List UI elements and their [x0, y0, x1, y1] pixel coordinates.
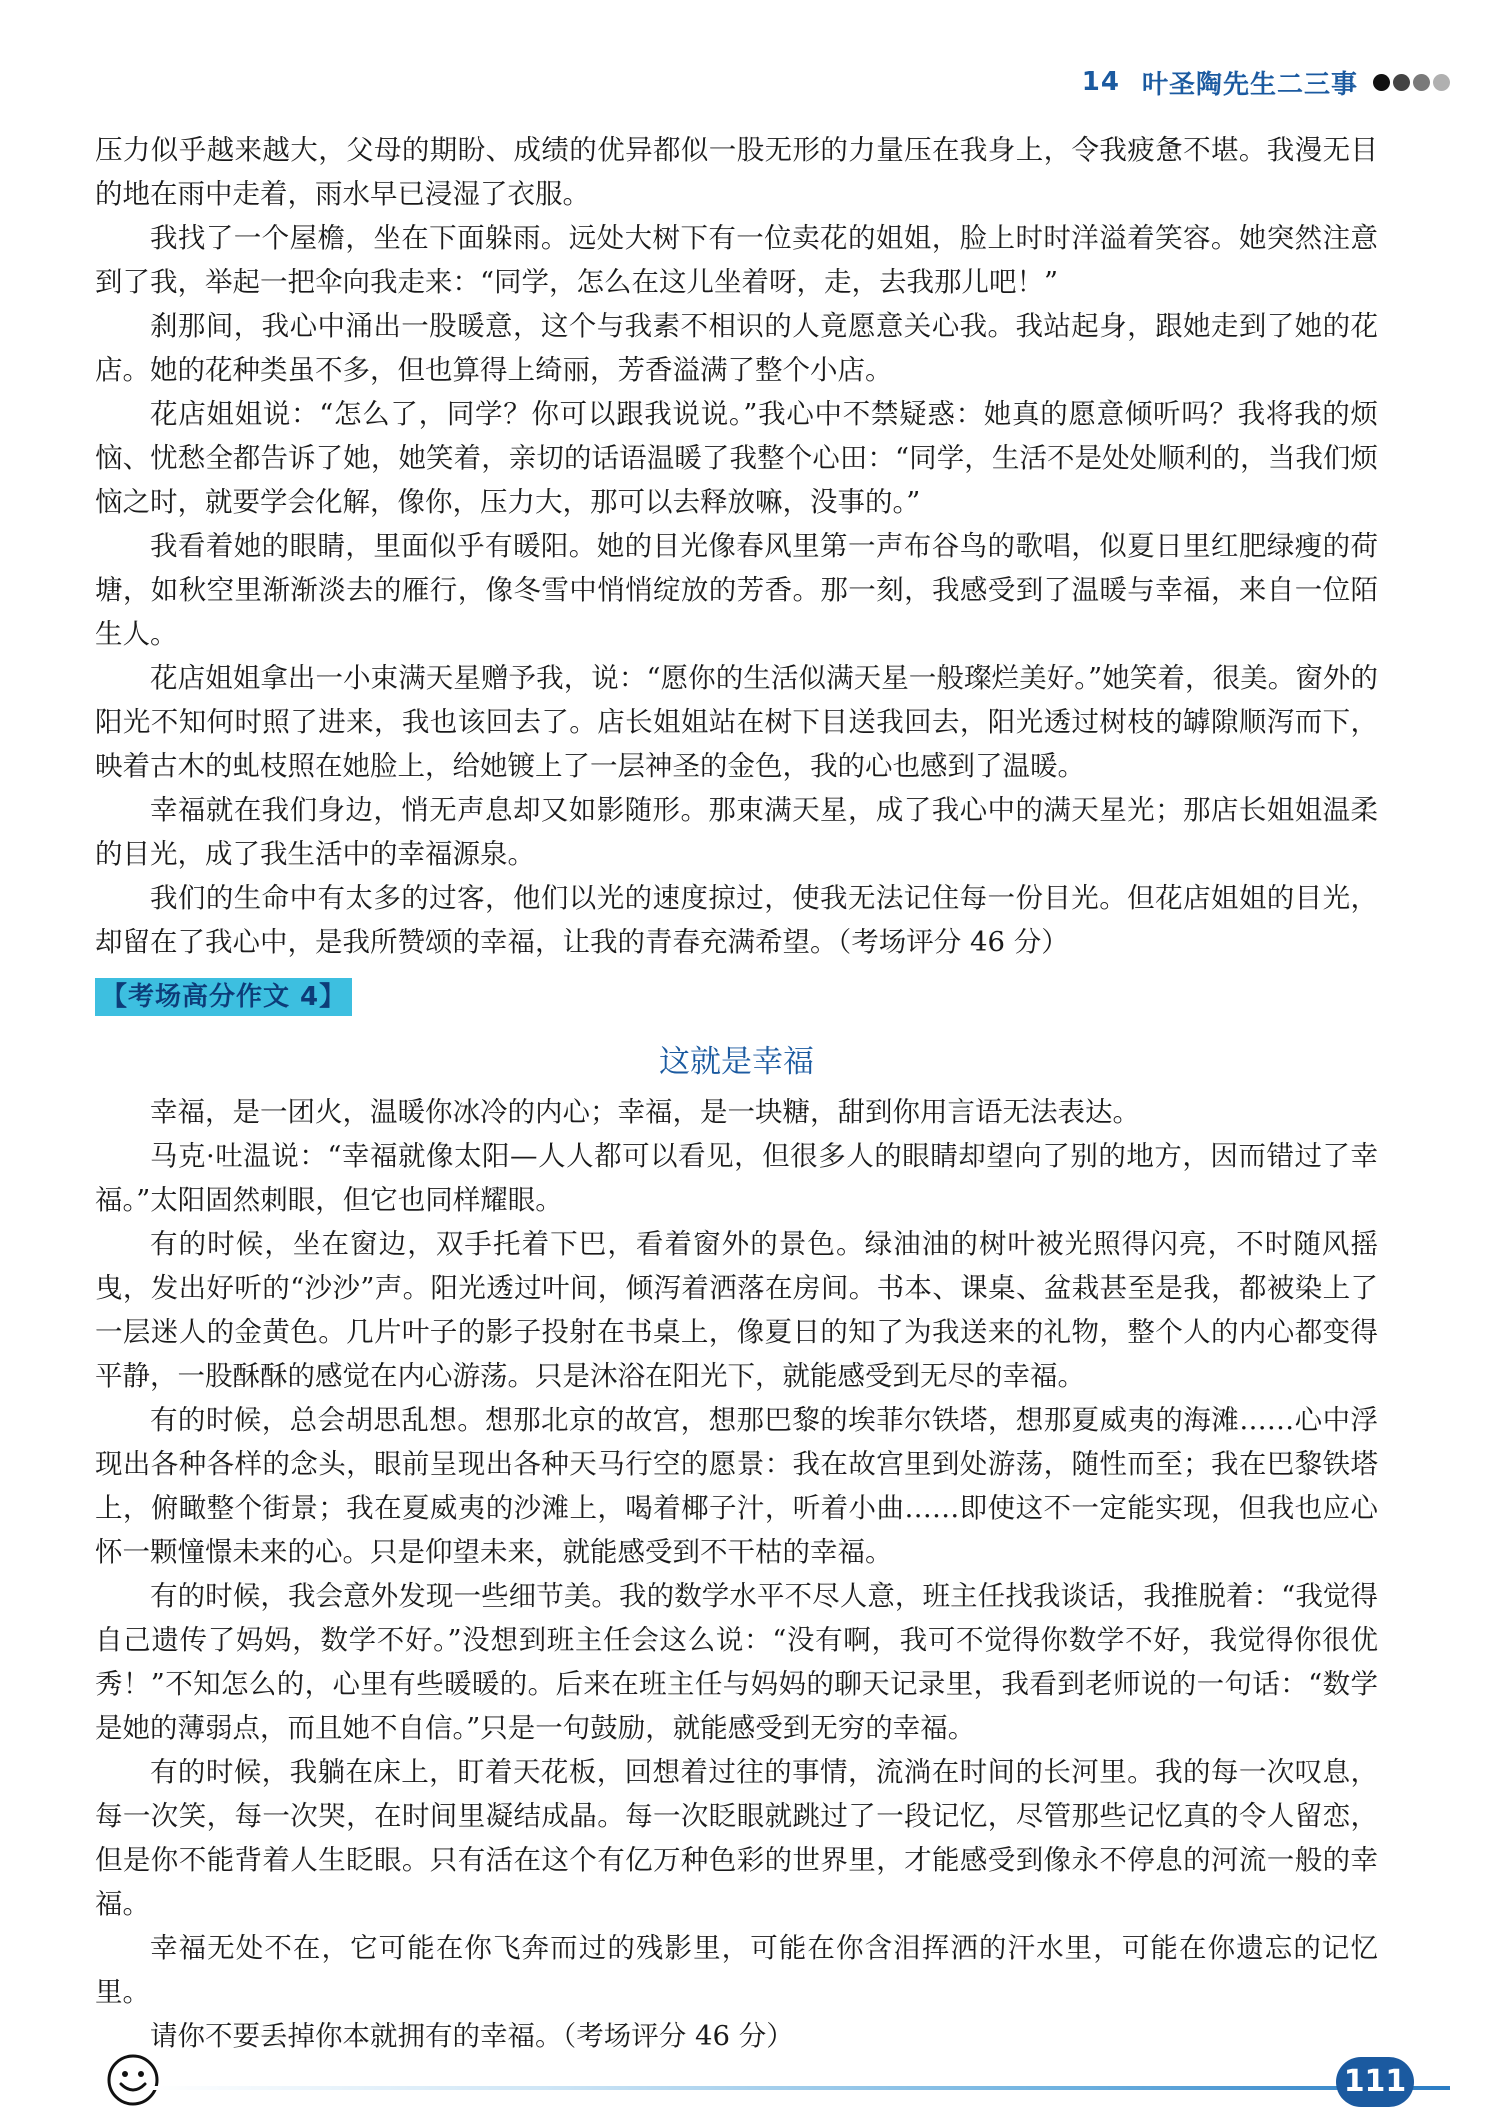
section-label: 【考场高分作文 4】 — [95, 978, 352, 1016]
header-dot — [1373, 74, 1390, 91]
essay3-paragraph: 我看着她的眼睛，里面似乎有暖阳。她的目光像春风里第一声布谷鸟的歌唱，似夏日里红肥绿瘦的荷塘，如秋空里渐渐淡去的雁行，像冬雪中悄悄绽放的芳香。那一刻，我感受到了温暖与幸福，来自一位陌生人。 — [95, 530, 1378, 650]
chapter-title: 叶圣陶先生二三事 — [1141, 69, 1358, 100]
essay3-paragraph: 花店姐姐说：“怎么了，同学？你可以跟我说说。”我心中不禁疑惑：她真的愿意倾听吗？我将我的烦恼、忧愁全都告诉了她，她笑着，亲切的话语温暖了我整个心田：“同学，生活不是处处顺利的，当我们烦恼之时，就要学会化解，像你，压力大，那可以去释放嘛，没事的。” — [95, 398, 1378, 518]
running-header — [1082, 62, 1450, 102]
essay3-paragraph: 刹那间，我心中涌出一股暖意，这个与我素不相识的人竟愿意关心我。我站起身，跟她走到了她的花店。她的花种类虽不多，但也算得上绮丽，芳香溢满了整个小店。 — [95, 310, 1378, 386]
header-dot — [1393, 74, 1410, 91]
header-dot — [1413, 74, 1430, 91]
page-number: 111 — [1336, 2057, 1414, 2107]
smiley-icon — [105, 2052, 161, 2108]
header-dot — [1433, 74, 1450, 91]
footer-rule — [150, 2086, 1450, 2090]
essay4-paragraph: 幸福，是一团火，温暖你冰冷的内心；幸福，是一块糖，甜到你用言语无法表达。 — [150, 1096, 1140, 1128]
essay-title: 这就是幸福 — [659, 1044, 814, 1080]
header-dots — [1370, 74, 1450, 91]
page-content — [95, 128, 1378, 2058]
essay3-paragraph: 我们的生命中有太多的过客，他们以光的速度掠过，使我无法记住每一份目光。但花店姐姐的目光，却留在了我心中，是我所赞颂的幸福，让我的青春充满希望。（考场评分 46 分） — [95, 882, 1378, 958]
essay4-paragraph: 有的时候，坐在窗边，双手托着下巴，看着窗外的景色。绿油油的树叶被光照得闪亮，不时随风摇曳，发出好听的“沙沙”声。阳光透过叶间，倾泻着洒落在房间。书本、课桌、盆栽甚至是我，都被染上了一层迷人的金黄色。几片叶子的影子投射在书桌上，像夏日的知了为我送来的礼物，整个人的内心都变得平静，一股酥酥的感觉在内心游荡。只是沐浴在阳光下，就能感受到无尽的幸福。 — [95, 1228, 1378, 1392]
essay3-paragraph: 我找了一个屋檐，坐在下面躲雨。远处大树下有一位卖花的姐姐，脸上时时洋溢着笑容。她突然注意到了我，举起一把伞向我走来：“同学，怎么在这儿坐着呀，走，去我那儿吧！” — [95, 222, 1378, 298]
essay3-paragraph: 幸福就在我们身边，悄无声息却又如影随形。那束满天星，成了我心中的满天星光；那店长姐姐温柔的目光，成了我生活中的幸福源泉。 — [95, 794, 1378, 870]
essay4-paragraph: 有的时候，我躺在床上，盯着天花板，回想着过往的事情，流淌在时间的长河里。我的每一次叹息，每一次笑，每一次哭，在时间里凝结成晶。每一次眨眼就跳过了一段记忆，尽管那些记忆真的令人留恋，但是你不能背着人生眨眼。只有活在这个有亿万种色彩的世界里，才能感受到像永不停息的河流一般的幸福。 — [95, 1756, 1378, 1920]
essay4-paragraph: 请你不要丢掉你本就拥有的幸福。（考场评分 46 分） — [150, 2020, 794, 2052]
essay3-paragraph: 压力似乎越来越大，父母的期盼、成绩的优异都似一股无形的力量压在我身上，令我疲惫不堪。我漫无目的地在雨中走着，雨水早已浸湿了衣服。 — [95, 134, 1378, 210]
essay3-paragraph: 花店姐姐拿出一小束满天星赠予我，说：“愿你的生活似满天星一般璨烂美好。”她笑着，很美。窗外的阳光不知何时照了进来，我也该回去了。店长姐姐站在树下目送我回去，阳光透过树枝的罅隙顺泻而下，映着古木的虬枝照在她脸上，给她镀上了一层神圣的金色，我的心也感到了温暖。 — [95, 662, 1378, 782]
essay4-paragraph: 有的时候，我会意外发现一些细节美。我的数学水平不尽人意，班主任找我谈话，我推脱着：“我觉得自己遗传了妈妈，数学不好。”没想到班主任会这么说：“没有啊，我可不觉得你数学不好，我觉得你很优秀！”不知怎么的，心里有些暖暖的。后来在班主任与妈妈的聊天记录里，我看到老师说的一句话：“数学是她的薄弱点，而且她不自信。”只是一句鼓励，就能感受到无穷的幸福。 — [95, 1580, 1378, 1744]
essay4-paragraph: 有的时候，总会胡思乱想。想那北京的故宫，想那巴黎的埃菲尔铁塔，想那夏威夷的海滩……心中浮现出各种各样的念头，眼前呈现出各种天马行空的愿景：我在故宫里到处游荡，随性而至；我在巴黎铁塔上，俯瞰整个街景；我在夏威夷的沙滩上，喝着椰子汁，听着小曲……即使这不一定能实现，但我也应心怀一颗憧憬未来的心。只是仰望未来，就能感受到不干枯的幸福。 — [95, 1404, 1378, 1568]
chapter-number: 14 — [1081, 67, 1120, 97]
essay4-paragraph: 幸福无处不在，它可能在你飞奔而过的残影里，可能在你含泪挥洒的汗水里，可能在你遗忘的记忆里。 — [95, 1932, 1378, 2008]
essay4-paragraph: 马克·吐温说：“幸福就像太阳—人人都可以看见，但很多人的眼睛却望向了别的地方，因而错过了幸福。”太阳固然刺眼，但它也同样耀眼。 — [95, 1140, 1378, 1216]
